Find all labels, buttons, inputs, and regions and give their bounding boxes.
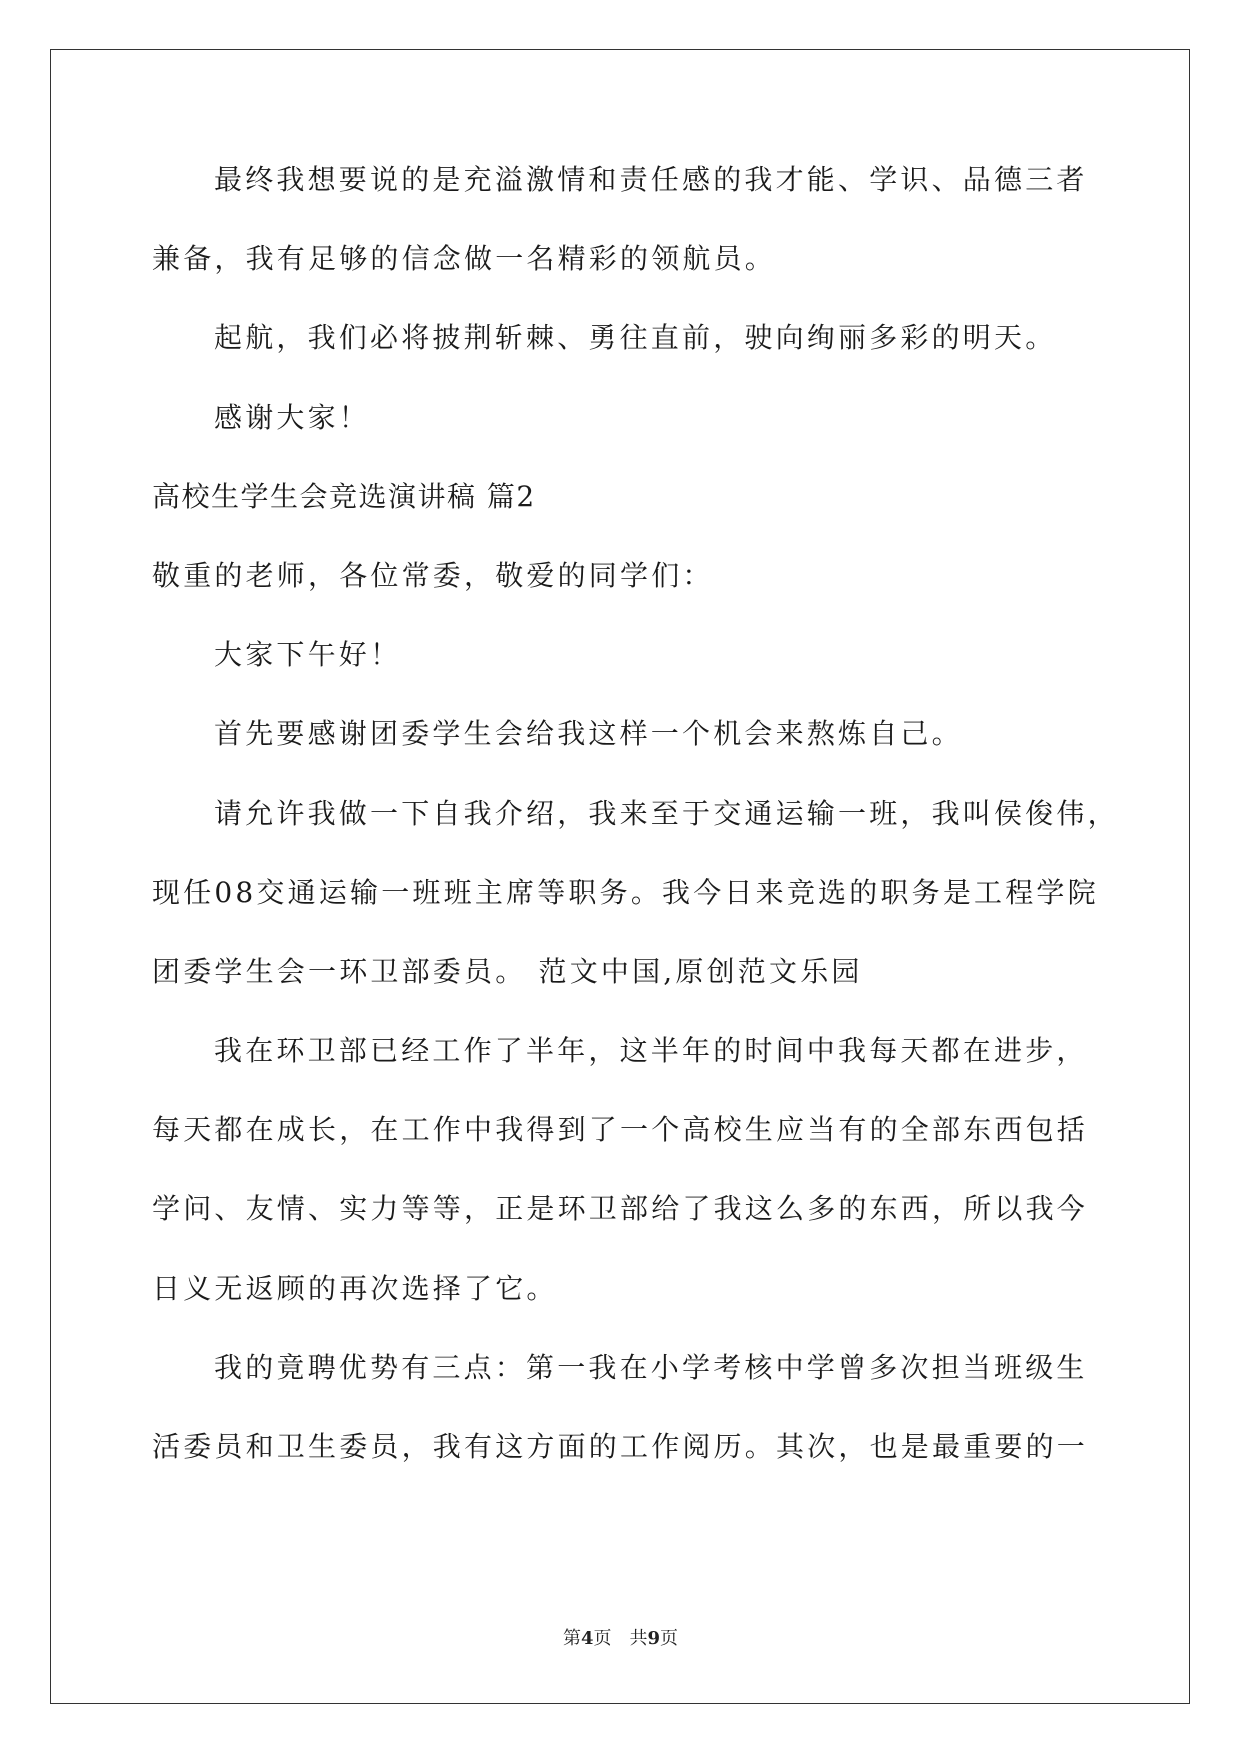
document-body (152, 160, 1119, 1506)
total-label-suffix: 页 (660, 1628, 679, 1649)
text-line: 团委学生会一环卫部委员。 范文中国,原创范文乐园 (152, 954, 863, 988)
text-line: 现任08交通运输一班班主席等职务。我今日来竞选的职务是工程学院 (152, 875, 1099, 909)
text-line: 起航，我们必将披荆斩棘、勇往直前，驶向绚丽多彩的明天。 (214, 321, 1057, 355)
text-line: 学问、友情、实力等等，正是环卫部给了我这么多的东西，所以我今 (152, 1192, 1089, 1226)
text-line: 兼备，我有足够的信念做一名精彩的领航员。 (152, 242, 777, 276)
text-line: 感谢大家！ (214, 400, 371, 434)
salutation-line: 敬重的老师，各位常委，敬爱的同学们： (152, 558, 714, 592)
total-page-number: 9 (647, 1628, 661, 1649)
text-line: 我的竟聘优势有三点：第一我在小学考核中学曾多次担当班级生 (214, 1350, 1088, 1384)
current-page-number: 4 (580, 1628, 594, 1649)
section-heading: 高校生学生会竞选演讲稿 篇2 (152, 479, 536, 513)
text-line: 请允许我做一下自我介绍，我来至于交通运输一班，我叫侯俊伟， (214, 796, 1119, 830)
text-line: 日义无返顾的再次选择了它。 (152, 1271, 558, 1305)
total-label-prefix: 共 (629, 1628, 648, 1649)
text-line: 每天都在成长，在工作中我得到了一个高校生应当有的全部东西包括 (152, 1113, 1089, 1147)
text-line: 活委员和卫生委员，我有这方面的工作阅历。其次，也是最重要的一 (152, 1430, 1089, 1463)
page-footer (0, 1627, 1241, 1651)
text-line: 大家下午好！ (214, 638, 402, 672)
text-line: 我在环卫部已经工作了半年，这半年的时间中我每天都在进步， (214, 1034, 1088, 1068)
page-label-suffix: 页 (593, 1628, 612, 1649)
text-line: 首先要感谢团委学生会给我这样一个机会来熬炼自己。 (214, 717, 963, 751)
page-label-prefix: 第 (562, 1628, 581, 1649)
text-line: 最终我想要说的是充溢激情和责任感的我才能、学识、品德三者 (214, 163, 1088, 196)
